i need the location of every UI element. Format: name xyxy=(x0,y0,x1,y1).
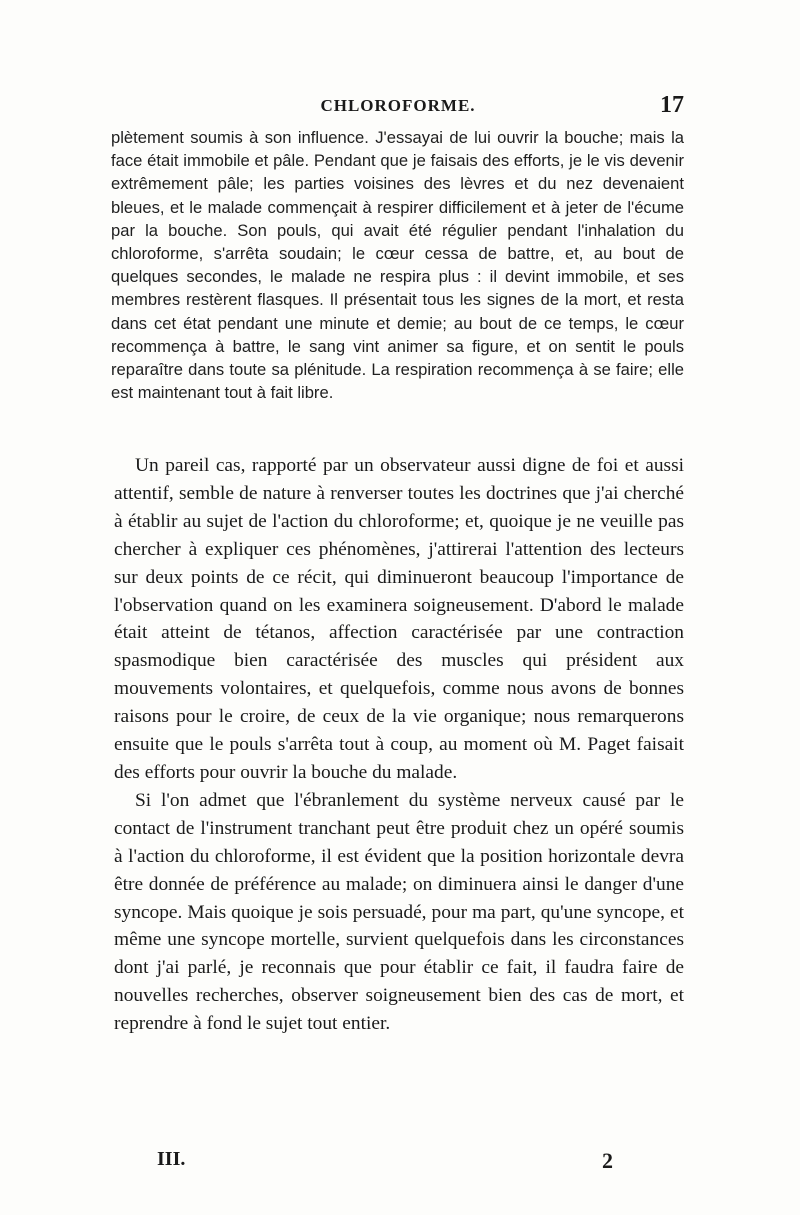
paragraph-2: Si l'on admet que l'ébranlement du système nerveux causé par le contact de l'instrument tranchant peut être produit chez un opéré soumis à l'action du chloroforme, il est évident que la position horizontale devra être donnée de préférence au malade; on diminuera ainsi le danger d'une syncope. Mais quoique je sois persuadé, pour ma part, qu'une syncope, et même une syncope mortelle, survient quelquefois dans les circonstances dont j'ai parlé, je reconnais que pour établir ce fait, il faudra faire de nouvelles recherches, observer soigneusement bien des cas de mort, et reprendre à fond le sujet tout entier. xyxy=(114,789,684,1035)
signature-mark: 2 xyxy=(602,1148,613,1173)
page-number: 17 xyxy=(660,92,684,118)
running-title: CHLOROFORME. xyxy=(320,96,476,115)
volume-mark: III. xyxy=(157,1148,186,1170)
page-header xyxy=(112,92,684,122)
quoted-case-report: plètement soumis à son influence. J'essayai de lui ouvrir la bouche; mais la face était immobile et pâle. Pendant que je faisais des efforts, je le vis devenir extrêmement pâle; les parties voisines des lèvres et du nez devenaient bleues, et le malade commençait à respirer difficilement et à jeter de l'écume par la bouche. Son pouls, qui avait été régulier pendant l'inhalation du chloroforme, s'arrêta soudain; le cœur cessa de battre, et, au bout de quelques secondes, le malade ne respira plus : il devint immobile, et ses membres restèrent flasques. Il présentait tous les signes de la mort, et resta dans cet état pendant une minute et demie; au bout de ce temps, le cœur recommença à battre, le sang vint animer sa figure, et on sentit le pouls reparaître dans toute sa plénitude. La respiration recommença à se faire; elle est maintenant tout à fait libre. xyxy=(111,128,684,403)
main-text xyxy=(114,452,684,1038)
paragraph-1: Un pareil cas, rapporté par un observateur aussi digne de foi et aussi attentif, semble de nature à renverser toutes les doctrines que j'ai cherché à établir au sujet de l'action du chloroforme; et, quoique je ne veuille pas chercher à expliquer ces phénomènes, j'attirerai l'attention des lecteurs sur deux points de ce récit, qui diminueront beaucoup l'importance de l'observation quand on les examinera soigneusement. D'abord le malade était atteint de tétanos, affection caractérisée par une contraction spasmodique bien caractérisée des muscles qui président aux mouvements volontaires, et quelquefois, comme nous avons de bonnes raisons pour le croire, de ceux de la vie organique; nous remarquerons ensuite que le pouls s'arrêta tout à coup, au moment où M. Paget faisait des efforts pour ouvrir la bouche du malade. xyxy=(114,455,684,783)
page-footer xyxy=(157,1148,613,1178)
